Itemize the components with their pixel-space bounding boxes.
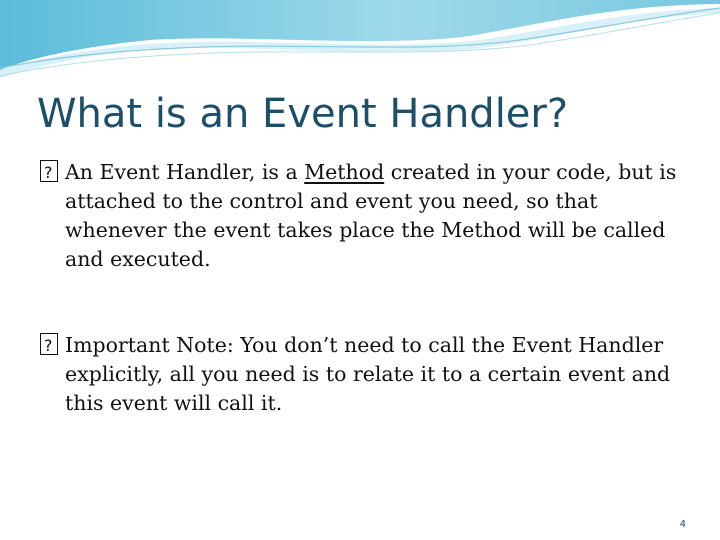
bullet-2-text: Important Note: You don’t need to call the Event Handler explicitly, all you need is to relate it to a certain event and this event will call it. [65, 333, 671, 415]
bullet-1-text-end: created in your code, but is attached to the control and event you need, so that whenever the event takes place the Method will be called and executed. [65, 160, 677, 271]
bullet-event-handler [40, 158, 700, 274]
bullet-glyph-icon [40, 333, 58, 355]
method-underlined-text: Method [304, 160, 385, 184]
page-number: 4 [679, 519, 686, 530]
bullet-important-note [40, 331, 700, 418]
header-wave-decoration [0, 0, 720, 90]
bullet-glyph-icon [40, 160, 58, 182]
slide-body [40, 158, 700, 418]
bullet-1-text-start: An Event Handler, is a [65, 160, 305, 184]
slide-title: What is an Event Handler? [37, 91, 569, 137]
